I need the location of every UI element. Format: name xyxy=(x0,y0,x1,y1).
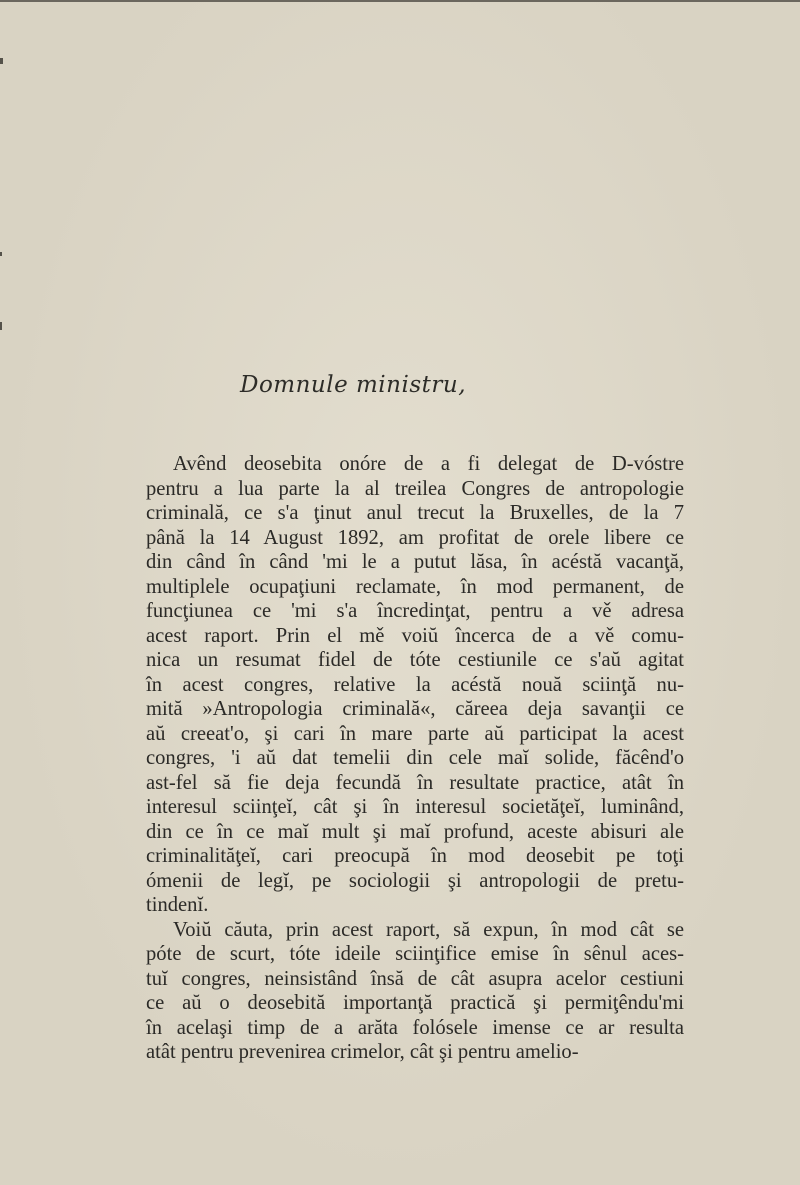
scan-top-edge xyxy=(0,0,800,2)
text-line: în acelaşi timp de a arăta folósele imense ce ar resulta xyxy=(146,1016,684,1039)
text-line: în acest congres, relative la acéstă nouă sciinţă nu- xyxy=(146,673,684,696)
text-line: multiplele ocupaţiuni reclamate, în mod permanent, de xyxy=(146,575,684,598)
text-line: din când în când 'mi le a putut lăsa, în acéstă vacanţă, xyxy=(146,551,684,573)
text-line: din ce în ce maĭ mult şi maĭ profund, aceste abisuri ale xyxy=(146,820,684,843)
body-text xyxy=(146,452,684,1065)
text-line: nica un resumat fidel de tóte cestiunile ce s'aŭ agitat xyxy=(146,649,684,671)
text-line: tindenĭ. xyxy=(146,894,209,916)
text-line: Avênd deosebita onóre de a fi delegat de D-vóstre xyxy=(173,453,684,475)
text-line: ce aŭ o deosebită importanţă practică şi permiţêndu'mi xyxy=(146,992,684,1014)
text-line: pentru a lua parte la al treilea Congres de antropologie xyxy=(146,477,684,500)
text-line: Voiŭ căuta, prin acest raport, să expun, în mod cât se xyxy=(173,918,684,941)
text-line: atât pentru prevenirea crimelor, cât şi pentru amelio- xyxy=(146,1041,579,1063)
text-line: póte de scurt, tóte ideile sciinţifice emise în sênul aces- xyxy=(146,943,684,965)
text-line: mită »Antropologia criminală«, căreea deja savanţii ce xyxy=(146,698,684,720)
text-line: criminală, ce s'a ţinut anul trecut la Bruxelles, de la 7 xyxy=(146,502,684,524)
salutation: Domnule ministru, xyxy=(240,372,467,398)
text-line: congres, 'i aŭ dat temelii din cele maĭ solide, făcênd'o xyxy=(146,747,684,769)
text-line: până la 14 August 1892, am profitat de orele libere ce xyxy=(146,526,684,549)
text-line: ast-fel să fie deja fecundă în resultate practice, atât în xyxy=(146,771,684,794)
paragraph xyxy=(146,918,684,1065)
text-line: aŭ creeat'o, şi cari în mare parte aŭ participat la acest xyxy=(146,722,684,745)
text-line: tuĭ congres, neinsistând însă de cât asupra acelor cestiuni xyxy=(146,967,684,990)
text-line: funcţiunea ce 'mi s'a încredinţat, pentru a vě adresa xyxy=(146,600,684,622)
text-line: interesul sciinţeĭ, cât şi în interesul societăţeĭ, luminând, xyxy=(146,796,684,818)
paragraph xyxy=(146,452,684,918)
text-line: criminalităţeĭ, cari preocupă în mod deosebit pe toţi xyxy=(146,845,684,867)
text-line: acest raport. Prin el mě voiŭ încerca de a vě comu- xyxy=(146,624,684,647)
scan-edge-mark xyxy=(0,252,2,256)
scan-edge-mark xyxy=(0,58,3,64)
scan-edge-mark xyxy=(0,322,2,330)
text-line: ómenii de legĭ, pe sociologii şi antropologii de pretu- xyxy=(146,869,684,892)
